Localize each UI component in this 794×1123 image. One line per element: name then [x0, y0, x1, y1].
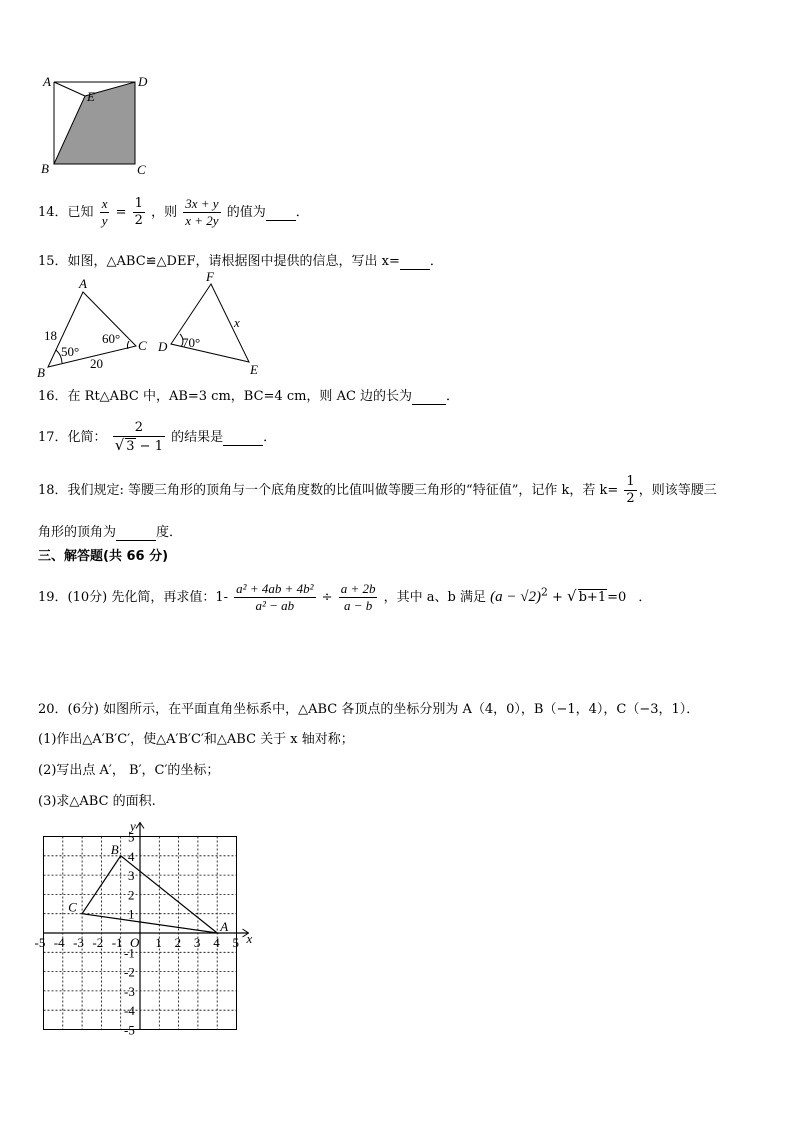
question-14 — [38, 196, 309, 229]
x-tick-label: -1 — [111, 935, 123, 950]
label-e: E — [87, 89, 95, 104]
q16-answer-blank — [412, 389, 446, 405]
q14-frac3-num: 3x + y — [185, 196, 219, 211]
question-18-line2 — [38, 521, 182, 541]
x-tick-label: 1 — [155, 935, 162, 950]
point-label-c: C — [68, 899, 77, 915]
q18-answer-blank — [116, 525, 156, 541]
q17-end: ． — [263, 430, 277, 445]
y-tick-label: -5 — [124, 1022, 135, 1038]
q16-end: ． — [446, 389, 460, 404]
q18-k-num: 1 — [626, 474, 635, 489]
y-tick-label: -4 — [124, 1003, 135, 1019]
q19-cond-plus: + — [552, 590, 563, 605]
x-tick-label: -4 — [53, 935, 65, 950]
label-b: B — [41, 161, 49, 176]
tri-label-d: D — [158, 339, 168, 354]
angle-c-label: 60° — [102, 331, 121, 346]
segment-ae — [54, 82, 85, 96]
q14-answer-blank — [266, 205, 296, 221]
q18-line2-end: 度． — [156, 525, 183, 540]
q14-eq: = — [115, 205, 127, 220]
q14-frac3-den: x + 2y — [185, 213, 219, 228]
tri-label-b: B — [37, 365, 45, 380]
coordinate-grid-figure — [30, 812, 260, 1047]
x-axis-label: x — [246, 931, 253, 946]
q17-prefix: 17．化简： — [38, 430, 107, 445]
q17-frac — [113, 420, 165, 455]
q19-frac2-num: a + 2b — [340, 581, 376, 596]
label-c: C — [137, 162, 146, 177]
q14-mid: ，则 — [151, 205, 178, 220]
origin-label: O — [130, 935, 140, 950]
tri-label-c: C — [138, 338, 147, 353]
q18-k-frac — [624, 474, 636, 507]
q18-line2: 角形的顶角为 — [38, 525, 117, 540]
q17-den: √ 3 − 1 — [114, 436, 163, 454]
x-tick-label: -5 — [34, 935, 46, 950]
q14-frac1-den: y — [101, 213, 108, 228]
tri-label-f: F — [206, 270, 214, 284]
q14-frac-xy — [100, 196, 110, 229]
q15-answer-blank — [400, 254, 430, 270]
q17-answer-blank — [223, 430, 263, 446]
q19-frac1-num: a² + 4ab + 4b² — [236, 581, 314, 596]
q19-prefix: 19．(10分) 先化简，再求值：1- — [38, 590, 229, 605]
q14-end: ． — [295, 205, 309, 220]
q14-frac2-num: 1 — [134, 196, 143, 211]
q19-cond-rad: b+1 — [578, 590, 607, 605]
q17-den-rad: 3 — [126, 439, 135, 454]
q19-mid: ，其中 a、b 满足 — [383, 590, 486, 605]
q19-frac1 — [234, 581, 315, 614]
q19-end: ． — [638, 590, 652, 605]
q18-line1-end: ，则该等腰三 — [638, 483, 717, 498]
q19-frac2 — [339, 581, 378, 614]
y-tick-label: 4 — [128, 848, 135, 864]
tri-label-e: E — [250, 362, 258, 377]
point-label-a: A — [220, 919, 229, 934]
question-16 — [38, 385, 459, 405]
tri-label-a: A — [79, 276, 87, 291]
angle-b-label: 50° — [61, 344, 80, 359]
q14-frac-expr — [183, 196, 220, 229]
y-tick-label: -3 — [124, 983, 135, 999]
y-tick-label: 2 — [128, 887, 135, 903]
q14-suffix: 的值为 — [226, 205, 266, 220]
side-ab-label: 18 — [44, 328, 57, 343]
side-bc-label: 20 — [90, 356, 103, 371]
triangles-figure — [34, 270, 274, 380]
q17-den-rest: − 1 — [135, 439, 163, 454]
x-tick-label: -3 — [73, 935, 84, 950]
question-20-line3: (2)写出点 A′， B′，C′的坐标； — [38, 763, 220, 778]
question-17 — [38, 420, 276, 455]
x-tick-label: 3 — [193, 935, 201, 950]
q15-end: ． — [429, 254, 443, 269]
side-x-label: x — [234, 315, 240, 330]
q19-cond-exp: 2 — [540, 585, 548, 599]
y-tick-label: 1 — [128, 906, 135, 922]
y-tick-label: -1 — [124, 945, 135, 961]
question-19: 19．(10分) 先化简，再求值：1- $\frac{\text{a² + 4ab + 4b²}}{\text{a² − ab}}$ ÷ $\frac{a + 2b}{a - b}$ ，其中 a、b 满足 $(a - √2)^2$ + √ b+1=0 ． — [38, 581, 652, 613]
q14-frac2-den: 2 — [134, 213, 143, 228]
q19-frac2-den: a − b — [343, 598, 373, 613]
x-tick-label: -2 — [92, 935, 104, 950]
q19-div: ÷ — [321, 590, 333, 605]
question-20-line4: (3)求△ABC 的面积. — [38, 794, 156, 809]
q16-text: 16．在 Rt△ABC 中，AB=3 cm，BC=4 cm，则 AC 边的长为 — [38, 389, 413, 404]
q14-frac1-num: x — [101, 196, 108, 211]
q18-k-den: 2 — [626, 491, 635, 506]
q14-frac-half — [133, 196, 145, 229]
y-tick-label: 5 — [128, 829, 135, 845]
q17-suffix: 的结果是 — [171, 430, 224, 445]
q19-frac1-den: a² − ab — [255, 598, 295, 613]
question-20-line1: 20．(6分) 如图所示，在平面直角坐标系中，△ABC 各顶点的坐标分别为 A（4，0），B（−1，4），C（−3，1）． — [38, 702, 700, 717]
q17-num: 2 — [113, 420, 165, 437]
q19-cond-paren: (a − √2) — [490, 589, 541, 605]
q15-text: 15．如图，△ABC≌△DEF，请根据图中提供的信息，写出 x= — [38, 254, 400, 269]
x-tick-label: 4 — [213, 935, 220, 950]
y-axis-label: y — [130, 818, 136, 834]
angle-d-label: 70° — [182, 335, 201, 350]
section-3-heading: 三、解答题(共 66 分) — [38, 549, 169, 564]
point-label-b: B — [110, 841, 119, 857]
q14-prefix: 14．已知 — [38, 205, 94, 220]
label-a: A — [43, 74, 51, 89]
question-15 — [38, 250, 443, 270]
x-tick-label: 5 — [232, 935, 239, 950]
q19-cond-end: =0 — [607, 590, 627, 605]
square-figure — [38, 72, 153, 180]
question-20-line2: (1)作出△A′B′C′，使△A′B′C′和△ABC 关于 x 轴对称； — [38, 732, 354, 747]
q18-line1: 18．我们规定: 等腰三角形的顶角与一个底角度数的比值叫做等腰三角形的“特征值”，记作 k，若 k= — [38, 483, 619, 498]
label-d: D — [138, 74, 148, 89]
y-tick-label: -2 — [124, 964, 135, 980]
question-18 — [38, 474, 717, 507]
y-tick-label: 3 — [128, 868, 135, 884]
x-tick-label: 2 — [174, 935, 182, 950]
